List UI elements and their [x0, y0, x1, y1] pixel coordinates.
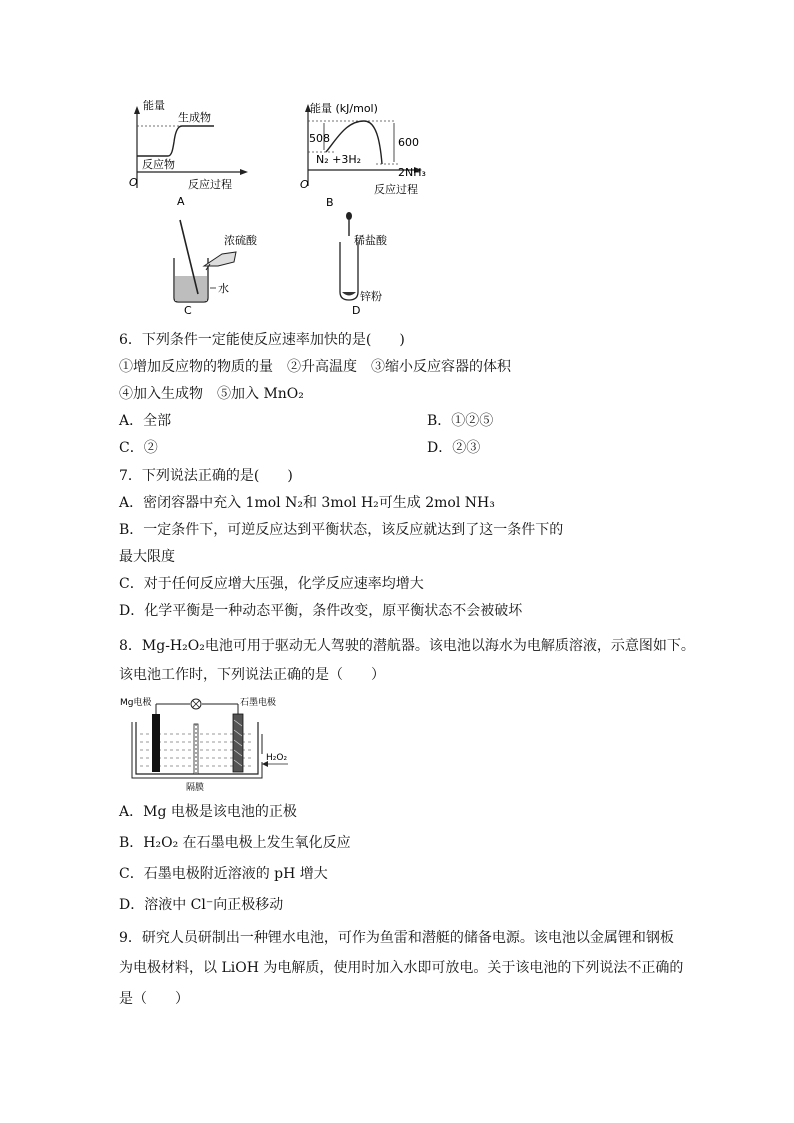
- figure-b-value-600: 600: [398, 136, 419, 149]
- battery-diagram: [118, 694, 294, 794]
- figure-c: [160, 214, 270, 314]
- figure-d-zinc-label: 锌粉: [360, 290, 382, 303]
- q8-option-b: B．H₂O₂ 在石墨电极上发生氧化反应: [119, 835, 351, 851]
- mg-electrode: [152, 714, 160, 772]
- q7-stem: 7．下列说法正确的是( ): [119, 468, 293, 484]
- figure-a-curve: [168, 126, 214, 156]
- q9-stem-line3: 是（ ）: [119, 991, 189, 1007]
- figure-b-reactants-label: N₂ +3H₂: [316, 153, 362, 166]
- zinc-powder: [342, 292, 356, 296]
- figure-d: [326, 208, 436, 316]
- q6-option-c: C．②: [119, 440, 158, 456]
- q6-conditions-line1: ①增加反应物的物质的量 ②升高温度 ③缩小反应容器的体积: [119, 359, 511, 375]
- q8-stem-line2: 该电池工作时，下列说法正确的是（ ）: [119, 667, 385, 683]
- acid-bottle: [204, 252, 236, 266]
- q6-option-a: A．全部: [119, 413, 172, 429]
- q7-option-d: D．化学平衡是一种动态平衡，条件改变，原平衡状态不会被破坏: [119, 603, 523, 619]
- test-tube: [340, 242, 358, 300]
- q8-option-a: A．Mg 电极是该电池的正极: [119, 804, 297, 820]
- figure-c-caption: C: [184, 304, 192, 314]
- q7-option-c: C．对于任何反应增大压强，化学反应速率均增大: [119, 576, 424, 592]
- figure-c-water-label: 水: [218, 282, 229, 295]
- figure-a-reactant-label: 反应物: [142, 158, 175, 171]
- q6-stem: 6．下列条件一定能使反应速率加快的是( ): [119, 332, 405, 348]
- figure-a-product-label: 生成物: [178, 111, 211, 124]
- q6-conditions-line2: ④加入生成物 ⑤加入 MnO₂: [119, 386, 304, 402]
- q7-option-b-line1: B．一定条件下，可逆反应达到平衡状态，该反应就达到了这一条件下的: [119, 522, 564, 538]
- figure-b: [296, 100, 436, 208]
- battery-graphite-label: 石墨电极: [240, 698, 277, 708]
- figure-a-x-label: 反应过程: [188, 178, 232, 191]
- q7-option-a: A．密闭容器中充入 1mol N₂和 3mol H₂可生成 2mol NH₃: [119, 495, 495, 511]
- q8-stem-line1: 8．Mg-H₂O₂电池可用于驱动无人驾驶的潜航器。该电池以海水为电解质溶液，示意图如下。: [119, 638, 695, 654]
- battery-h2o2-label: H₂O₂: [266, 753, 288, 763]
- figure-a-caption: A: [177, 195, 185, 208]
- figure-b-product-label: 2NH₃: [398, 166, 426, 179]
- figure-b-value-508: 508: [309, 132, 330, 145]
- figure-a-y-label: 能量: [143, 100, 165, 112]
- water-liquid: [175, 276, 207, 301]
- figure-d-caption: D: [352, 304, 361, 316]
- dropper-bulb: [346, 212, 352, 220]
- q8-option-d: D．溶液中 Cl⁻向正极移动: [119, 897, 284, 913]
- q6-option-b: B．①②⑤: [427, 413, 494, 429]
- figure-c-acid-label: 浓硫酸: [224, 234, 257, 247]
- figure-d-acid-label: 稀盐酸: [354, 234, 387, 247]
- q9-stem-line2: 为电极材料，以 LiOH 为电解质，使用时加入水即可放电。关于该电池的下列说法不正确的: [119, 960, 684, 976]
- q7-option-b-line2: 最大限度: [119, 549, 175, 565]
- figure-b-caption: B: [326, 196, 334, 208]
- figure-a-origin: O: [129, 176, 138, 189]
- figure-a: [118, 100, 248, 208]
- battery-membrane-label: 隔膜: [186, 783, 205, 793]
- q8-option-c: C．石墨电极附近溶液的 pH 增大: [119, 866, 328, 882]
- figure-b-origin: O: [300, 178, 309, 191]
- q9-stem-line1: 9．研究人员研制出一种锂水电池，可作为鱼雷和潜艇的储备电源。该电池以金属锂和钢板: [119, 930, 674, 946]
- figure-b-x-label: 反应过程: [374, 183, 418, 196]
- figure-b-y-label: 能量 (kJ/mol): [310, 102, 378, 115]
- q6-option-d: D．②③: [427, 440, 481, 456]
- battery-mg-label: Mg电极: [120, 698, 152, 708]
